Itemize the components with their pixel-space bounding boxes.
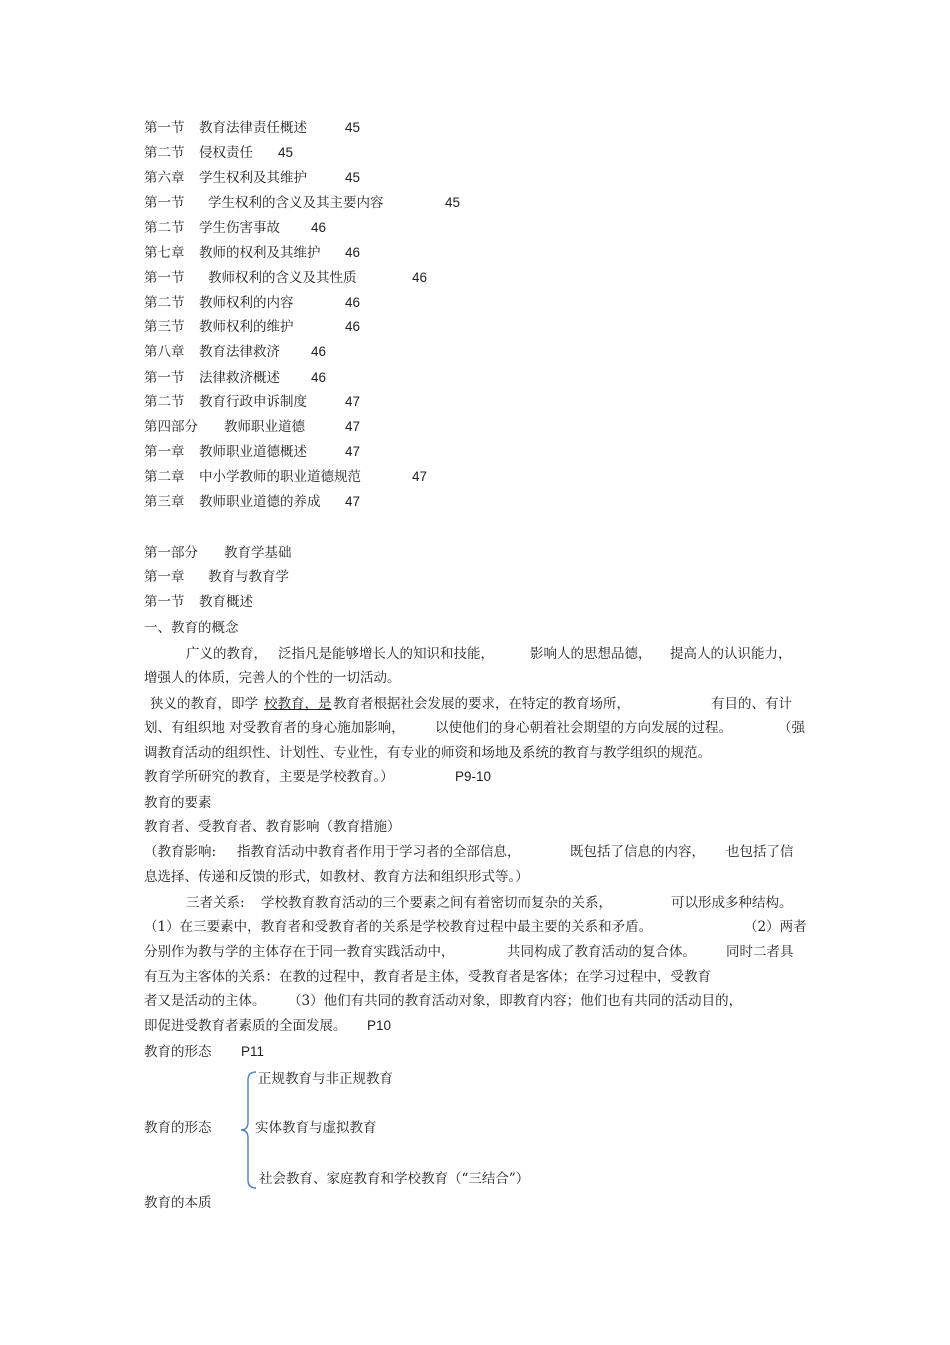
toc-entry-page: 45 bbox=[278, 145, 294, 160]
part-title: 教育学基础 bbox=[224, 545, 292, 561]
toc-entry-label: 第二节 bbox=[144, 394, 185, 410]
underlined-text: 校教育，是 bbox=[264, 696, 332, 712]
text: 调教育活动的组织性、计划性、专业性，有专业的师资和场地及系统的教育与教学组织的规范。 bbox=[144, 745, 711, 761]
text: （强 bbox=[778, 720, 805, 736]
toc-entry-label: 第二节 bbox=[144, 295, 185, 311]
part-label: 第一部分 bbox=[144, 545, 198, 561]
text: 教育者根据社会发展的要求，在特定的教育场所， bbox=[333, 696, 630, 712]
text: 即促进受教育者素质的全面发展。 bbox=[144, 1018, 347, 1034]
text: 划、有组织地 对受教育者的身心施加影响， bbox=[144, 720, 405, 736]
toc-entry-page: 46 bbox=[311, 370, 327, 385]
text: 以使他们的身心朝着社会期望的方向发展的过程。 bbox=[435, 720, 732, 736]
text: 广义的教育， bbox=[186, 646, 267, 662]
toc-entry-page: 45 bbox=[445, 195, 461, 210]
toc-entry-label: 第一章 bbox=[144, 444, 185, 460]
text: 教育的形态 bbox=[144, 1120, 212, 1136]
toc-entry-title: 侵权责任 bbox=[199, 145, 253, 161]
text: 增强人的体质，完善人的个性的一切活动。 bbox=[144, 670, 401, 686]
toc-entry-page: 46 bbox=[345, 319, 361, 334]
text: 教育学所研究的教育，主要是学校教育。） bbox=[144, 769, 394, 785]
toc-entry-page: 45 bbox=[345, 120, 361, 135]
text: 教育的本质 bbox=[144, 1195, 212, 1211]
text: 影响人的思想品德， bbox=[530, 646, 652, 662]
page-ref: P11 bbox=[241, 1044, 265, 1059]
toc-entry-title: 学生权利及其维护 bbox=[199, 170, 307, 186]
text: 学校教育教育活动的三个要素之间有着密切而复杂的关系， bbox=[261, 895, 612, 911]
text: （1）在三要素中，教育者和受教育者的关系是学校教育过程中最主要的关系和矛盾。 bbox=[144, 919, 653, 935]
toc-entry-page: 47 bbox=[345, 494, 361, 509]
toc-entry-title: 教师权利的维护 bbox=[199, 319, 294, 335]
toc-entry-label: 第一节 bbox=[144, 370, 185, 386]
text: 也包括了信 bbox=[726, 844, 794, 860]
toc-entry-title: 教师权利的内容 bbox=[199, 295, 294, 311]
text: 正规教育与非正规教育 bbox=[258, 1071, 393, 1087]
text: 教育的要素 bbox=[144, 795, 212, 811]
text: 可以形成多种结构。 bbox=[671, 895, 793, 911]
text: 既包括了信息的内容， bbox=[570, 844, 705, 860]
text: 教育者、受教育者、教育影响（教育措施） bbox=[144, 819, 401, 835]
toc-entry-label: 第三节 bbox=[144, 319, 185, 335]
toc-entry-label: 第三章 bbox=[144, 494, 185, 510]
toc-entry-page: 46 bbox=[345, 295, 361, 310]
toc-entry-label: 第一节 bbox=[144, 120, 185, 136]
toc-entry-title: 学生伤害事故 bbox=[199, 220, 280, 236]
text: 三者关系: bbox=[186, 895, 245, 911]
text: 共同构成了教育活动的复合体。 bbox=[507, 944, 696, 960]
toc-entry-page: 47 bbox=[412, 469, 428, 484]
toc-entry-title: 中小学教师的职业道德规范 bbox=[199, 469, 361, 485]
text: （教育影响: bbox=[144, 844, 217, 860]
toc-entry-title: 学生权利的含义及其主要内容 bbox=[208, 195, 384, 211]
text: 泛指凡是能够增长人的知识和技能， bbox=[278, 646, 494, 662]
toc-entry-label: 第二章 bbox=[144, 469, 185, 485]
concept-heading-text: 一、教育的概念 bbox=[144, 620, 239, 636]
text: （3）他们有共同的教育活动对象，即教育内容；他们也有共同的活动目的， bbox=[288, 993, 743, 1009]
toc-entry-label: 第四部分 bbox=[144, 419, 198, 435]
text: 分别作为教与学的主体存在于同一教育实践活动中， bbox=[144, 944, 455, 960]
section-title: 教育概述 bbox=[199, 594, 253, 610]
text: 狭义的教育，即学 bbox=[150, 696, 258, 712]
toc-entry-page: 47 bbox=[345, 444, 361, 459]
toc-entry-label: 第六章 bbox=[144, 170, 185, 186]
chapter-title: 教育与教育学 bbox=[208, 569, 289, 585]
text: 有互为主客体的关系：在教的过程中，教育者是主体，受教育者是客体；在学习过程中，受教育 bbox=[144, 969, 711, 985]
toc-entry-title: 教师的权利及其维护 bbox=[199, 245, 321, 261]
toc-entry-page: 45 bbox=[345, 170, 361, 185]
toc-entry-label: 第二节 bbox=[144, 220, 185, 236]
text: 有目的、有计 bbox=[711, 696, 792, 712]
text: 指教育活动中教育者作用于学习者的全部信息， bbox=[237, 844, 521, 860]
toc-entry-label: 第七章 bbox=[144, 245, 185, 261]
toc-entry-page: 47 bbox=[345, 419, 361, 434]
toc-entry-title: 教师职业道德概述 bbox=[199, 444, 307, 460]
chapter-label: 第一章 bbox=[144, 569, 185, 585]
toc-entry-title: 教师职业道德的养成 bbox=[199, 494, 321, 510]
toc-entry-title: 教师权利的含义及其性质 bbox=[208, 270, 357, 286]
toc-entry-title: 法律救济概述 bbox=[199, 370, 280, 386]
toc-entry-page: 46 bbox=[311, 344, 327, 359]
toc-entry-title: 教师职业道德 bbox=[224, 419, 305, 435]
text: 同时二者具 bbox=[726, 944, 794, 960]
toc-entry-page: 47 bbox=[345, 394, 361, 409]
toc-entry-page: 46 bbox=[412, 270, 428, 285]
toc-entry-label: 第一节 bbox=[144, 270, 185, 286]
text: 息选择、传递和反馈的形式，如教材、教育方法和组织形式等。） bbox=[144, 869, 529, 885]
text: 提高人的认识能力， bbox=[670, 646, 792, 662]
text: （2）两者 bbox=[744, 919, 807, 935]
toc-entry-title: 教育法律救济 bbox=[199, 344, 280, 360]
toc-entry-label: 第八章 bbox=[144, 344, 185, 360]
text: 教育的形态 bbox=[144, 1044, 212, 1060]
page-ref: P9-10 bbox=[455, 769, 492, 784]
toc-entry-title: 教育行政申诉制度 bbox=[199, 394, 307, 410]
text: 社会教育、家庭教育和学校教育（“三结合”） bbox=[259, 1171, 530, 1187]
section-label: 第一节 bbox=[144, 594, 185, 610]
toc-entry-page: 46 bbox=[345, 245, 361, 260]
page-ref: P10 bbox=[367, 1018, 392, 1033]
toc-entry-label: 第二节 bbox=[144, 145, 185, 161]
text: 者又是活动的主体。 bbox=[144, 993, 266, 1009]
toc-entry-title: 教育法律责任概述 bbox=[199, 120, 307, 136]
toc-entry-page: 46 bbox=[311, 220, 327, 235]
toc-entry-label: 第一节 bbox=[144, 195, 185, 211]
text: 实体教育与虚拟教育 bbox=[255, 1120, 377, 1136]
